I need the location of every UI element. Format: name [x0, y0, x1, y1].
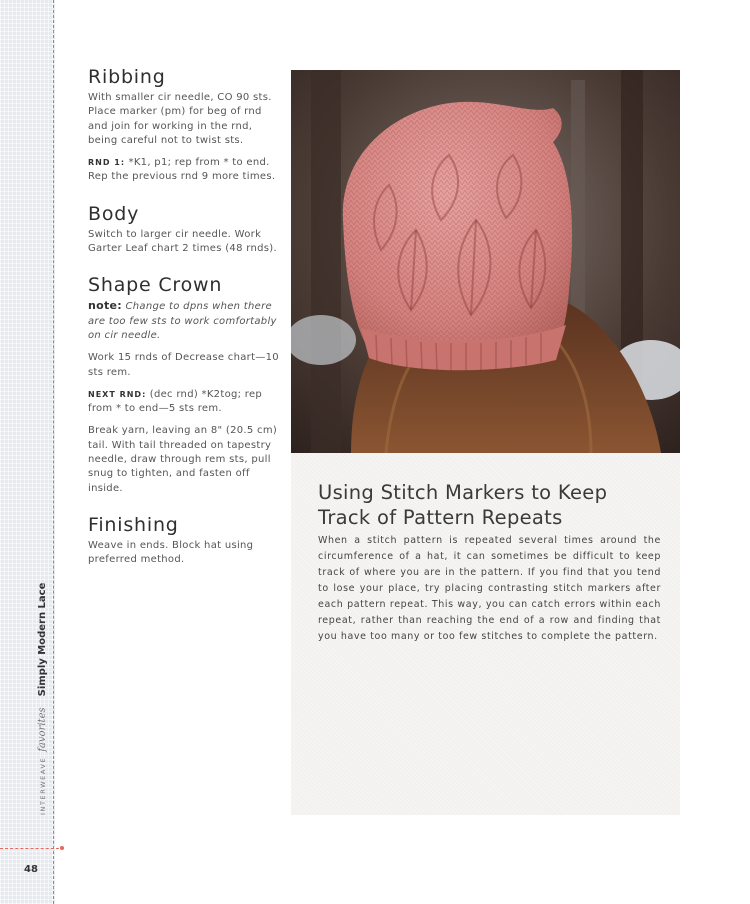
heading-ribbing: Ribbing [88, 66, 166, 88]
hat-photo [291, 70, 680, 453]
body-para-1: Switch to larger cir needle. Work Garter Leaf chart 2 times (48 rnds). [88, 228, 277, 255]
crown-next-rnd [88, 388, 280, 417]
margin-dashed-line [53, 0, 54, 904]
next-rnd-text: (dec rnd) *K2tog; rep from * to end—5 sts rem. [88, 388, 263, 415]
heading-shape-crown: Shape Crown [88, 274, 223, 297]
page-number: 48 [24, 864, 38, 875]
favorites-label: favorites [37, 707, 48, 752]
book-title: Simply Modern Lace [37, 582, 48, 697]
instructions-column [88, 66, 280, 568]
brand-label: INTERWEAVE [39, 756, 47, 815]
sidebar-title: Using Stitch Markers to Keep Track of Pattern Repeats [318, 481, 608, 529]
note-text: Change to dpns when there are too few sts to work comfortably on cir needle. [88, 301, 277, 341]
heading-finishing: Finishing [88, 513, 179, 536]
heading-body: Body [88, 202, 140, 225]
sidebar-body: When a stitch pattern is repeated several times around the circumference of a hat, it can sometimes be difficult to keep track of where you are in the pattern. If you find that you tend to lose your place, try placing contrasting stitch markers after each pattern repeat. This way, you can catch errors within each repeat, rather than reaching the end of a row and finding that you have too many or too few stitches to complete the pattern. [318, 535, 661, 642]
crown-para-2: Break yarn, leaving an 8" (20.5 cm) tail. With tail threaded on tapestry needle, draw through rem sts, pull snug to tighten, and fasten off inside. [88, 425, 278, 494]
margin-dashed-tick [0, 848, 64, 849]
rnd1-label: RND 1: [88, 158, 126, 168]
finishing-para-1: Weave in ends. Block hat using preferred method. [88, 539, 254, 566]
ribbing-para-1: With smaller cir needle, CO 90 sts. Place marker (pm) for beg of rnd and join for working in the rnd, being careful not to twist sts. [88, 92, 272, 146]
tip-sidebar [291, 453, 680, 815]
margin-marker-dot [60, 846, 64, 850]
next-rnd-label: NEXT RND: [88, 389, 147, 399]
crown-para-1: Work 15 rnds of Decrease chart—10 sts rem. [88, 352, 279, 378]
ribbing-rnd1 [88, 156, 280, 185]
hat-photo-illustration [291, 70, 680, 453]
note-label: note: [88, 299, 123, 313]
running-footer [37, 583, 48, 815]
rnd1-text: *K1, p1; rep from * to end. Rep the previous rnd 9 more times. [88, 157, 276, 183]
crown-note [88, 299, 280, 343]
